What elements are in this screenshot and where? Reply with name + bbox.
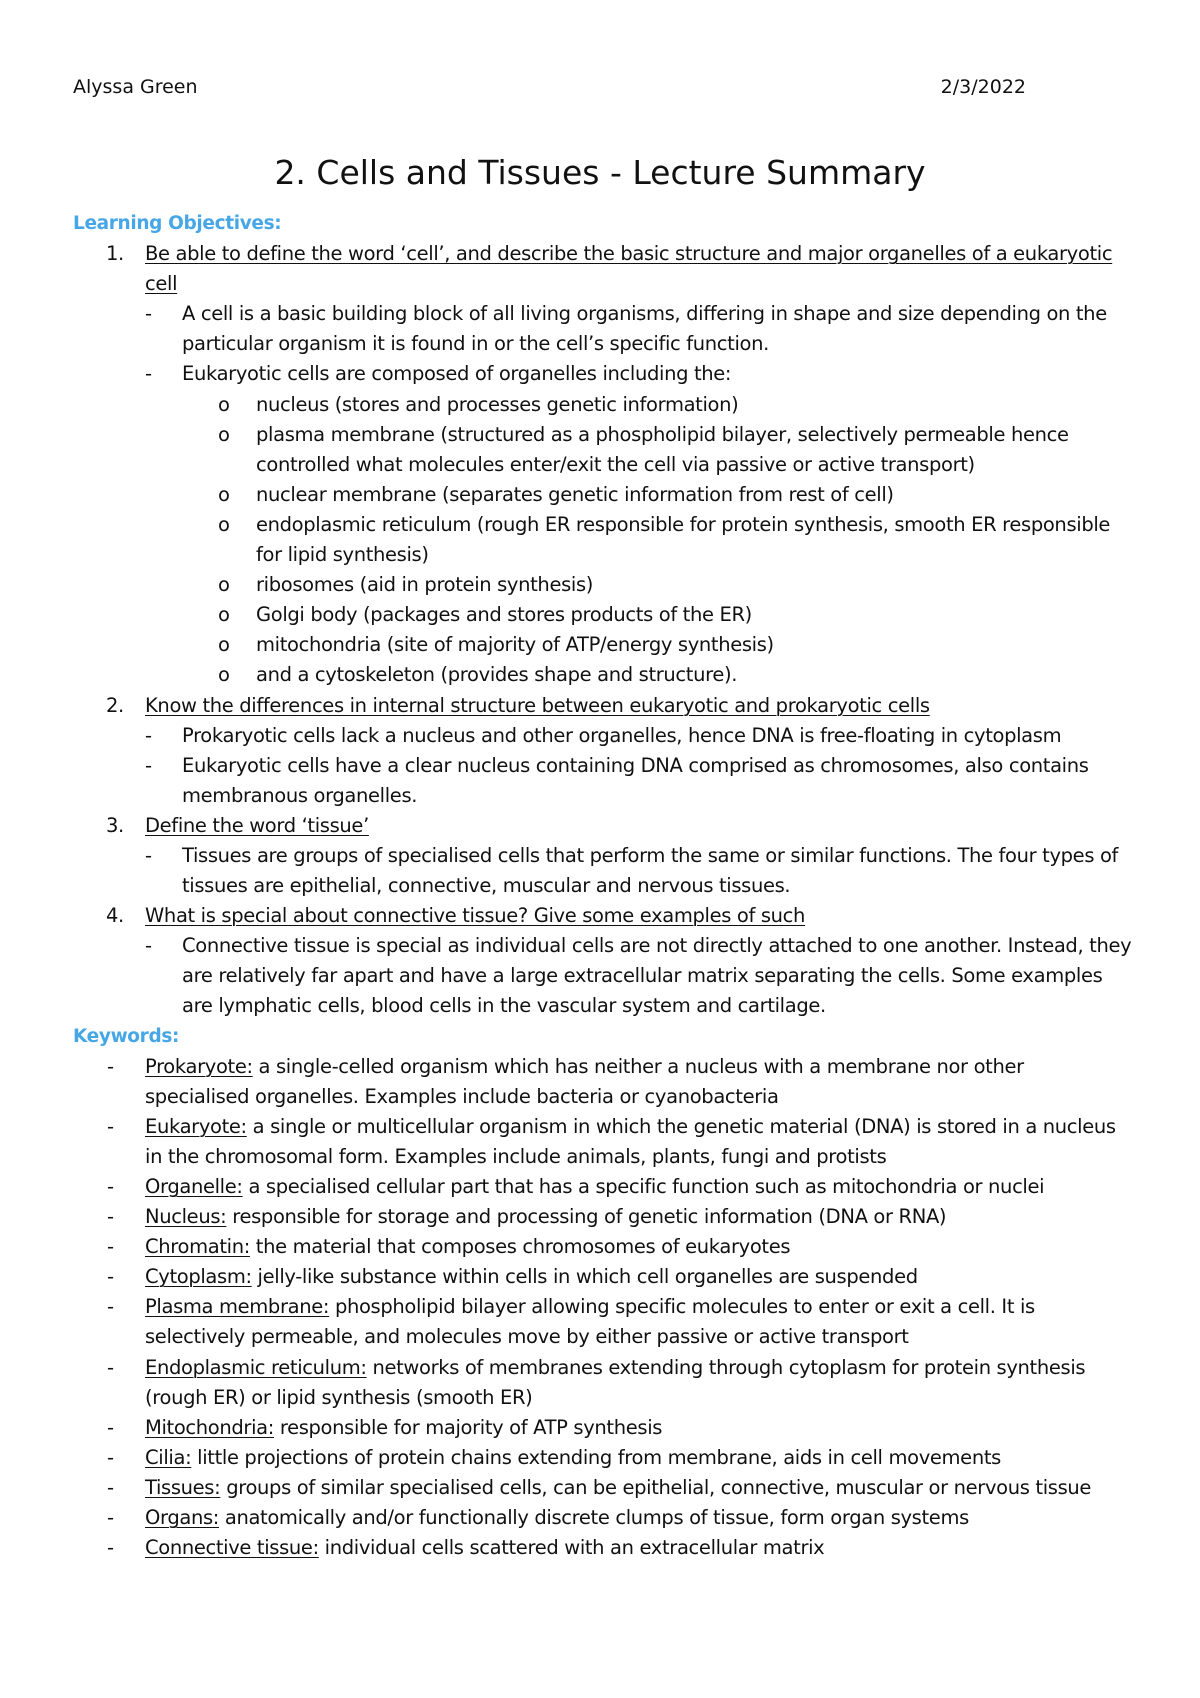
objective-item: [73, 901, 1133, 931]
keyword-item: [73, 1292, 1133, 1352]
organelle-item: [73, 510, 1133, 570]
keyword-item: [73, 1232, 1133, 1262]
objective-bullet: [73, 931, 1133, 1021]
organelle-item: [73, 420, 1133, 480]
objective-bullet: [73, 721, 1133, 751]
objective-number: 3.: [106, 813, 124, 837]
keyword-definition: anatomically and/or functionally discrete clumps of tissue, form organ systems: [219, 1506, 969, 1530]
keyword-item: [73, 1353, 1133, 1413]
organelle-item: [73, 600, 1133, 630]
objective-title: Define the word ‘tissue’: [145, 813, 369, 837]
keyword-definition: individual cells scattered with an extracellular matrix: [318, 1536, 825, 1560]
objective-item: [73, 691, 1133, 721]
organelle-item: [73, 480, 1133, 510]
keyword-term: Nucleus:: [145, 1205, 227, 1229]
keyword-definition: little projections of protein chains extending from membrane, aids in cell movements: [191, 1445, 1001, 1469]
dash-marker: -: [107, 1355, 114, 1379]
dash-marker: -: [145, 723, 152, 747]
objective-item: [73, 811, 1133, 841]
dash-marker: -: [145, 302, 152, 326]
organelle-item: [73, 660, 1133, 690]
keyword-definition: jelly-like substance within cells in which cell organelles are suspended: [251, 1265, 918, 1289]
keyword-term: Prokaryote:: [145, 1054, 253, 1078]
bullet-text: Eukaryotic cells have a clear nucleus containing DNA comprised as chromosomes, also contains membranous organelles.: [182, 753, 1089, 807]
dash-marker: -: [107, 1114, 114, 1138]
keyword-term: Eukaryote:: [145, 1114, 247, 1138]
page-title: 2. Cells and Tissues - Lecture Summary: [274, 153, 926, 192]
circle-bullet-icon: o: [218, 663, 230, 687]
circle-bullet-icon: o: [218, 633, 230, 657]
bullet-text: Prokaryotic cells lack a nucleus and other organelles, hence DNA is free-floating in cytoplasm: [182, 723, 1062, 747]
objective-bullet: [73, 299, 1133, 359]
organelle-text: nucleus (stores and processes genetic information): [256, 392, 739, 416]
objective-bullet: [73, 841, 1133, 901]
organelle-item: [73, 390, 1133, 420]
circle-bullet-icon: o: [218, 573, 230, 597]
organelle-item: [73, 630, 1133, 660]
keyword-definition: a specialised cellular part that has a specific function such as mitochondria or nuclei: [242, 1175, 1045, 1198]
objective-bullet: [73, 751, 1133, 811]
organelle-text: nuclear membrane (separates genetic information from rest of cell): [256, 482, 894, 506]
keyword-term: Tissues:: [145, 1475, 221, 1499]
keyword-item: [73, 1503, 1133, 1533]
circle-bullet-icon: o: [218, 512, 230, 536]
dash-marker: -: [145, 753, 152, 777]
keyword-item: [73, 1443, 1133, 1473]
dash-marker: -: [107, 1205, 114, 1229]
dash-marker: -: [107, 1054, 114, 1078]
bullet-text: Tissues are groups of specialised cells that perform the same or similar functions. The four types of tissues are epithelial, connective, muscular and nervous tissues.: [182, 843, 1119, 898]
objective-number: 4.: [106, 904, 124, 928]
keyword-item: [73, 1413, 1133, 1443]
keyword-term: Organs:: [145, 1506, 219, 1530]
objective-item: [73, 239, 1133, 299]
keyword-term: Organelle:: [145, 1175, 243, 1198]
objective-number: 1.: [106, 242, 124, 266]
keyword-term: Connective tissue:: [145, 1536, 319, 1560]
keyword-item: [73, 1172, 1133, 1202]
keyword-definition: a single or multicellular organism in which the genetic material (DNA) is stored in a nucleus in the chromosomal form. Examples include animals, plants, fungi and protists: [145, 1114, 1116, 1168]
keyword-definition: the material that composes chromosomes of eukaryotes: [249, 1235, 791, 1259]
keywords-heading: Keywords:: [73, 1025, 180, 1047]
objective-title: Be able to define the word ‘cell’, and describe the basic structure and major organelles of a eukaryotic cell: [145, 242, 1113, 296]
document-date: 2/3/2022: [940, 76, 1026, 98]
keyword-term: Mitochondria:: [145, 1415, 274, 1439]
dash-marker: -: [107, 1506, 114, 1530]
keyword-term: Cytoplasm:: [145, 1265, 252, 1289]
dash-marker: -: [107, 1536, 114, 1560]
circle-bullet-icon: o: [218, 603, 230, 627]
keyword-item: [73, 1262, 1133, 1292]
dash-marker: -: [107, 1415, 114, 1439]
keyword-definition: a single-celled organism which has neither a nucleus with a membrane nor other specialised organelles. Examples include bacteria or cyanobacteria: [145, 1054, 1024, 1108]
dash-marker: -: [107, 1235, 114, 1259]
keyword-item: [73, 1533, 1133, 1563]
organelle-text: ribosomes (aid in protein synthesis): [256, 573, 594, 597]
organelle-text: endoplasmic reticulum (rough ER responsible for protein synthesis, smooth ER responsible for lipid synthesis): [256, 512, 1111, 567]
organelle-text: mitochondria (site of majority of ATP/energy synthesis): [256, 633, 774, 657]
objective-bullet: [73, 359, 1133, 389]
circle-bullet-icon: o: [218, 392, 230, 416]
organelle-text: and a cytoskeleton (provides shape and structure).: [256, 663, 738, 687]
objective-number: 2.: [106, 693, 124, 717]
keyword-term: Endoplasmic reticulum:: [145, 1355, 367, 1379]
author-name: Alyssa Green: [73, 76, 198, 98]
bullet-text: A cell is a basic building block of all living organisms, differing in shape and size depending on the particular organism it is found in or the cell’s specific function.: [182, 302, 1107, 356]
objective-title: What is special about connective tissue? Give some examples of such: [145, 904, 806, 928]
keyword-term: Cilia:: [145, 1445, 192, 1469]
dash-marker: -: [107, 1265, 114, 1289]
keyword-item: [73, 1202, 1133, 1232]
document-body: [73, 209, 1133, 1563]
keyword-item: [73, 1112, 1133, 1172]
dash-marker: -: [145, 843, 152, 867]
circle-bullet-icon: o: [218, 482, 230, 506]
bullet-text: Eukaryotic cells are composed of organelles including the:: [182, 362, 732, 386]
dash-marker: -: [107, 1445, 114, 1469]
dash-marker: -: [145, 362, 152, 386]
keyword-definition: responsible for majority of ATP synthesis: [273, 1415, 663, 1439]
dash-marker: -: [107, 1295, 114, 1319]
bullet-text: Connective tissue is special as individual cells are not directly attached to one another. Instead, they are relatively far apart and have a large extracellular matrix separating the cells. Some examples are lymphatic cells, blood cells in the vascular system and cartilage.: [182, 934, 1132, 1018]
keyword-definition: groups of similar specialised cells, can be epithelial, connective, muscular or nervous tissue: [220, 1475, 1092, 1499]
keyword-item: [73, 1473, 1133, 1503]
keyword-term: Chromatin:: [145, 1235, 250, 1259]
keyword-definition: responsible for storage and processing of genetic information (DNA or RNA): [226, 1205, 947, 1229]
learning-objectives-heading: Learning Objectives:: [73, 213, 282, 234]
keyword-item: [73, 1052, 1133, 1112]
keyword-term: Plasma membrane:: [145, 1295, 330, 1319]
organelle-item: [73, 570, 1133, 600]
circle-bullet-icon: o: [218, 422, 230, 446]
dash-marker: -: [107, 1475, 114, 1499]
dash-marker: -: [145, 934, 152, 958]
keyword-definition: networks of membranes extending through cytoplasm for protein synthesis (rough ER) or lipid synthesis (smooth ER): [145, 1355, 1086, 1409]
organelle-text: Golgi body (packages and stores products of the ER): [256, 603, 752, 627]
keyword-definition: phospholipid bilayer allowing specific molecules to enter or exit a cell. It is selectively permeable, and molecules move by either passive or active transport: [145, 1295, 1035, 1349]
dash-marker: -: [107, 1175, 114, 1198]
organelle-text: plasma membrane (structured as a phospholipid bilayer, selectively permeable hence controlled what molecules enter/exit the cell via passive or active transport): [256, 422, 1069, 476]
objective-title: Know the differences in internal structure between eukaryotic and prokaryotic cells: [145, 693, 930, 717]
